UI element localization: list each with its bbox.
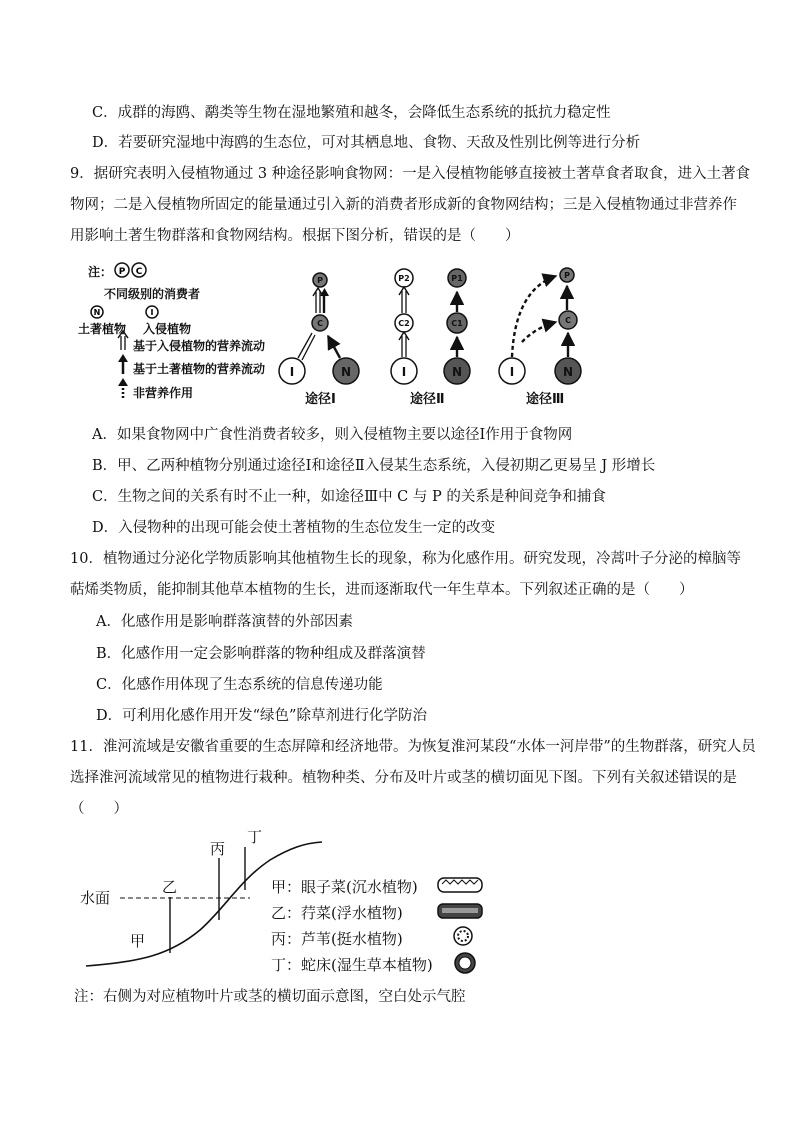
q11-figure-note: 注：右侧为对应植物叶片或茎的横切面示意图，空白处示气腔: [74, 989, 466, 1005]
path-1-node-p: P: [317, 276, 323, 285]
path-1-node-i: I: [289, 365, 295, 379]
path-3-node-c: C: [565, 316, 571, 325]
path-1-diagram: [279, 273, 359, 384]
path-1-label: 途径Ⅰ: [305, 392, 336, 407]
path-2-node-c1: C1: [451, 319, 463, 328]
q11-cross-section-icons: [438, 878, 482, 973]
q11-plant-yi: 乙：荇菜(浮水植物): [271, 904, 403, 922]
q11-position-jia: 甲: [130, 932, 146, 950]
q11-plant-ding: 丁：蛇床(湿生草本植物): [271, 956, 433, 974]
path-2-label: 途径Ⅱ: [410, 392, 445, 407]
q11-position-ding: 丁: [247, 828, 263, 846]
legend-plant-icons: [91, 306, 158, 318]
q9-option-b: B．甲、乙两种植物分别通过途径Ⅰ和途径Ⅱ入侵某生态系统，入侵初期乙更易呈 J 形增长: [92, 458, 656, 474]
q11-plant-bing: 丙：芦苇(挺水植物): [271, 930, 403, 948]
q11-plant-jia: 甲：眼子菜(沉水植物): [271, 878, 418, 896]
path-2-node-p2: P2: [398, 274, 410, 283]
path-1-node-n: N: [340, 365, 352, 379]
q9-option-a: A．如果食物网中广食性消费者较多，则入侵植物主要以途径Ⅰ作用于食物网: [92, 427, 573, 443]
q9-stem-line2: 物网；二是入侵植物所固定的能量通过引入新的消费者形成新的食物网结构；三是入侵植物通过非营养作: [70, 197, 737, 213]
q11-position-yi: 乙: [162, 878, 178, 896]
legend-arrow-nonnutritive-label: 非营养作用: [133, 386, 194, 400]
legend-arrow-native-label: 基于土著植物的营养流动: [133, 362, 266, 376]
svg-text:P: P: [118, 267, 126, 277]
q10-stem-line1: 10．植物通过分泌化学物质影响其他植物生长的现象，称为化感作用。研究发现，冷蒿叶子分泌的樟脑等: [70, 551, 741, 567]
svg-text:C: C: [135, 267, 143, 277]
path-3-label: 途径Ⅲ: [526, 392, 565, 407]
q11-stem-line3: （ ）: [70, 801, 128, 817]
path-2-node-p1: P1: [451, 274, 463, 283]
q10-option-c: C．化感作用体现了生态系统的信息传递功能: [96, 677, 383, 693]
q9-stem-line3: 用影响土著生物群落和食物网结构。根据下图分析，错误的是（ ）: [70, 228, 520, 244]
q10-option-b: B．化感作用一定会影响群落的物种组成及群落演替: [96, 646, 426, 662]
svg-text:I: I: [150, 308, 154, 317]
path-2-node-i: I: [401, 365, 407, 379]
path-3-node-n: N: [562, 365, 574, 379]
legend-consumer-icons: [115, 263, 146, 277]
path-2-diagram: [391, 269, 470, 384]
q11-stem-line1: 11．淮河流域是安徽省重要的生态屏障和经济地带。为恢复淮河某段“水体一河岸带”的生物群落，研究人员: [70, 739, 756, 755]
q11-position-bing: 丙: [210, 840, 226, 858]
legend-arrow-solid: [118, 354, 128, 374]
q10-option-d: D．可利用化感作用开发“绿色”除草剂进行化学防治: [96, 708, 427, 724]
path-1-node-c: C: [317, 319, 323, 328]
svg-text:N: N: [93, 308, 101, 317]
q8-option-d: D．若要研究湿地中海鸥的生态位，可对其栖息地、食物、天敌及性别比例等进行分析: [92, 135, 641, 151]
legend-native-plant-label: 土著植物: [78, 322, 127, 336]
q9-option-d: D．入侵物种的出现可能会使土著植物的生态位发生一定的改变: [92, 520, 496, 536]
path-3-diagram: [499, 268, 581, 384]
q8-option-c: C．成群的海鸥、鹬类等生物在湿地繁殖和越冬，会降低生态系统的抵抗力稳定性: [92, 105, 611, 121]
path-3-node-i: I: [509, 365, 515, 379]
q11-water-surface-label: 水面: [80, 889, 111, 907]
path-3-node-p: P: [564, 271, 570, 280]
legend-consumers-label: 不同级别的消费者: [104, 287, 201, 301]
q9-stem-line1: 9．据研究表明入侵植物通过 3 种途径影响食物网：一是入侵植物能够直接被土著草食者取食，进入土著食: [70, 166, 751, 182]
q11-stem-line2: 选择淮河流域常见的植物进行栽种。植物种类、分布及叶片或茎的横切面见下图。下列有关叙述错误的是: [70, 770, 737, 786]
legend-note: 注：: [88, 265, 113, 279]
legend-arrow-invasive-label: 基于入侵植物的营养流动: [133, 339, 266, 353]
path-2-node-n: N: [451, 365, 463, 379]
q9-option-c: C．生物之间的关系有时不止一种，如途径Ⅲ中 C 与 P 的关系是种间竞争和捕食: [92, 489, 606, 505]
legend-invasive-plant-label: 入侵植物: [143, 322, 192, 336]
q10-option-a: A．化感作用是影响群落演替的外部因素: [96, 614, 353, 630]
path-2-node-c2: C2: [398, 319, 410, 328]
legend-arrow-dotted: [118, 378, 128, 398]
q10-stem-line2: 萜烯类物质，能抑制其他草本植物的生长，进而逐渐取代一年生草本。下列叙述正确的是（ ）: [70, 582, 694, 598]
